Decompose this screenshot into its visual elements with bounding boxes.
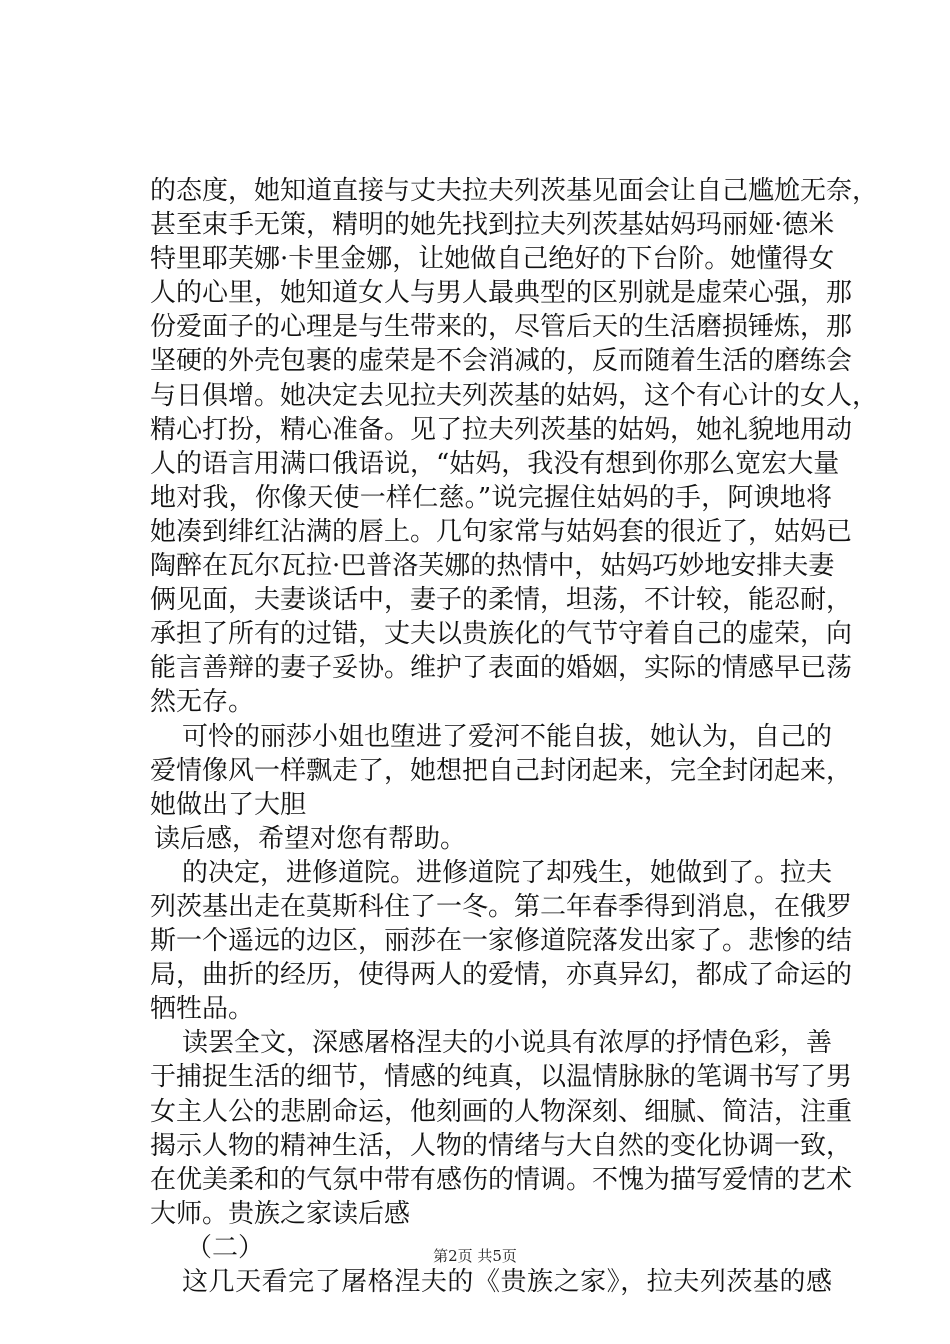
text-line: 坚硬的外壳包裹的虚荣是不会消减的，反而随着生活的磨练会 [150, 346, 853, 377]
section-heading: （二） [186, 1232, 265, 1263]
text-line: 地对我，你像天使一样仁慈。”说完握住姑妈的手，阿谀地将 [150, 482, 832, 513]
text-line: 她凑到绯红沾满的唇上。几句家常与姑妈套的很近了，姑妈已 [150, 516, 853, 547]
text-line: 精心打扮，精心准备。见了拉夫列茨基的姑妈，她礼貌地用动 [150, 414, 853, 445]
document-body [150, 174, 879, 1299]
text-line: 揭示人物的精神生活，人物的情绪与大自然的变化协调一致， [150, 1130, 853, 1161]
text-line: 承担了所有的过错，丈夫以贵族化的气节守着自己的虚荣，向 [150, 619, 853, 650]
text-line: 局，曲折的经历，使得两人的爱情，亦真异幻，都成了命运的 [150, 960, 853, 991]
text-line: 甚至束手无策，精明的她先找到拉夫列茨基姑妈玛丽娅·德米 [150, 210, 835, 241]
text-line: 与日俱增。她决定去见拉夫列茨基的姑妈，这个有心计的女人， [150, 380, 879, 411]
text-line: 列茨基出走在莫斯科住了一冬。第二年春季得到消息，在俄罗 [150, 891, 853, 922]
text-line: 特里耶芙娜·卡里金娜，让她做自己绝好的下台阶。她懂得女 [150, 244, 835, 275]
text-line: 读罢全文，深感屠格涅夫的小说具有浓厚的抒情色彩，善 [182, 1028, 833, 1059]
text-line: 陶醉在瓦尔瓦拉·巴普洛芙娜的热情中，姑妈巧妙地安排夫妻 [150, 551, 835, 582]
text-line: 她做出了大胆 [150, 789, 307, 820]
text-line: 可怜的丽莎小姐也堕进了爱河不能自拔，她认为，自己的 [182, 721, 833, 752]
page-number: 第2页 共5页 [433, 1247, 517, 1265]
text-line: 在优美柔和的气氛中带有感伤的情调。不愧为描写爱情的艺术 [150, 1164, 853, 1195]
text-line: 人的语言用满口俄语说，“姑妈，我没有想到你那么宽宏大量 [150, 448, 840, 479]
text-line: 女主人公的悲剧命运，他刻画的人物深刻、细腻、简洁，注重 [150, 1096, 853, 1127]
text-line: 读后感，希望对您有帮助。 [154, 823, 467, 854]
text-line: 斯一个遥远的边区，丽莎在一家修道院落发出家了。悲惨的结 [150, 926, 853, 957]
text-line: 这几天看完了屠格涅夫的《贵族之家》，拉夫列茨基的感 [182, 1267, 832, 1297]
text-line: 爱情像风一样飘走了，她想把自己封闭起来，完全封闭起来， [150, 755, 853, 786]
page-footer [0, 1246, 950, 1266]
text-line: 的决定，进修道院。进修道院了却残生，她做到了。拉夫 [182, 857, 833, 888]
text-line: 份爱面子的心理是与生带来的，尽管后天的生活磨损锤炼，那 [150, 312, 853, 343]
text-line: 能言善辩的妻子妥协。维护了表面的婚姻，实际的情感早已荡 [150, 653, 853, 684]
text-line: 俩见面，夫妻谈话中，妻子的柔情，坦荡，不计较，能忍耐， [150, 585, 853, 616]
text-line: 牺牲品。 [150, 994, 255, 1025]
text-line: 人的心里，她知道女人与男人最典型的区别就是虚荣心强，那 [150, 278, 853, 309]
text-line: 然无存。 [150, 687, 255, 718]
text-line: 于捕捉生活的细节，情感的纯真，以温情脉脉的笔调书写了男 [150, 1062, 853, 1093]
text-line: 大师。贵族之家读后感 [150, 1198, 411, 1229]
text-line: 的态度，她知道直接与丈夫拉夫列茨基见面会让自己尴尬无奈， [150, 176, 879, 206]
